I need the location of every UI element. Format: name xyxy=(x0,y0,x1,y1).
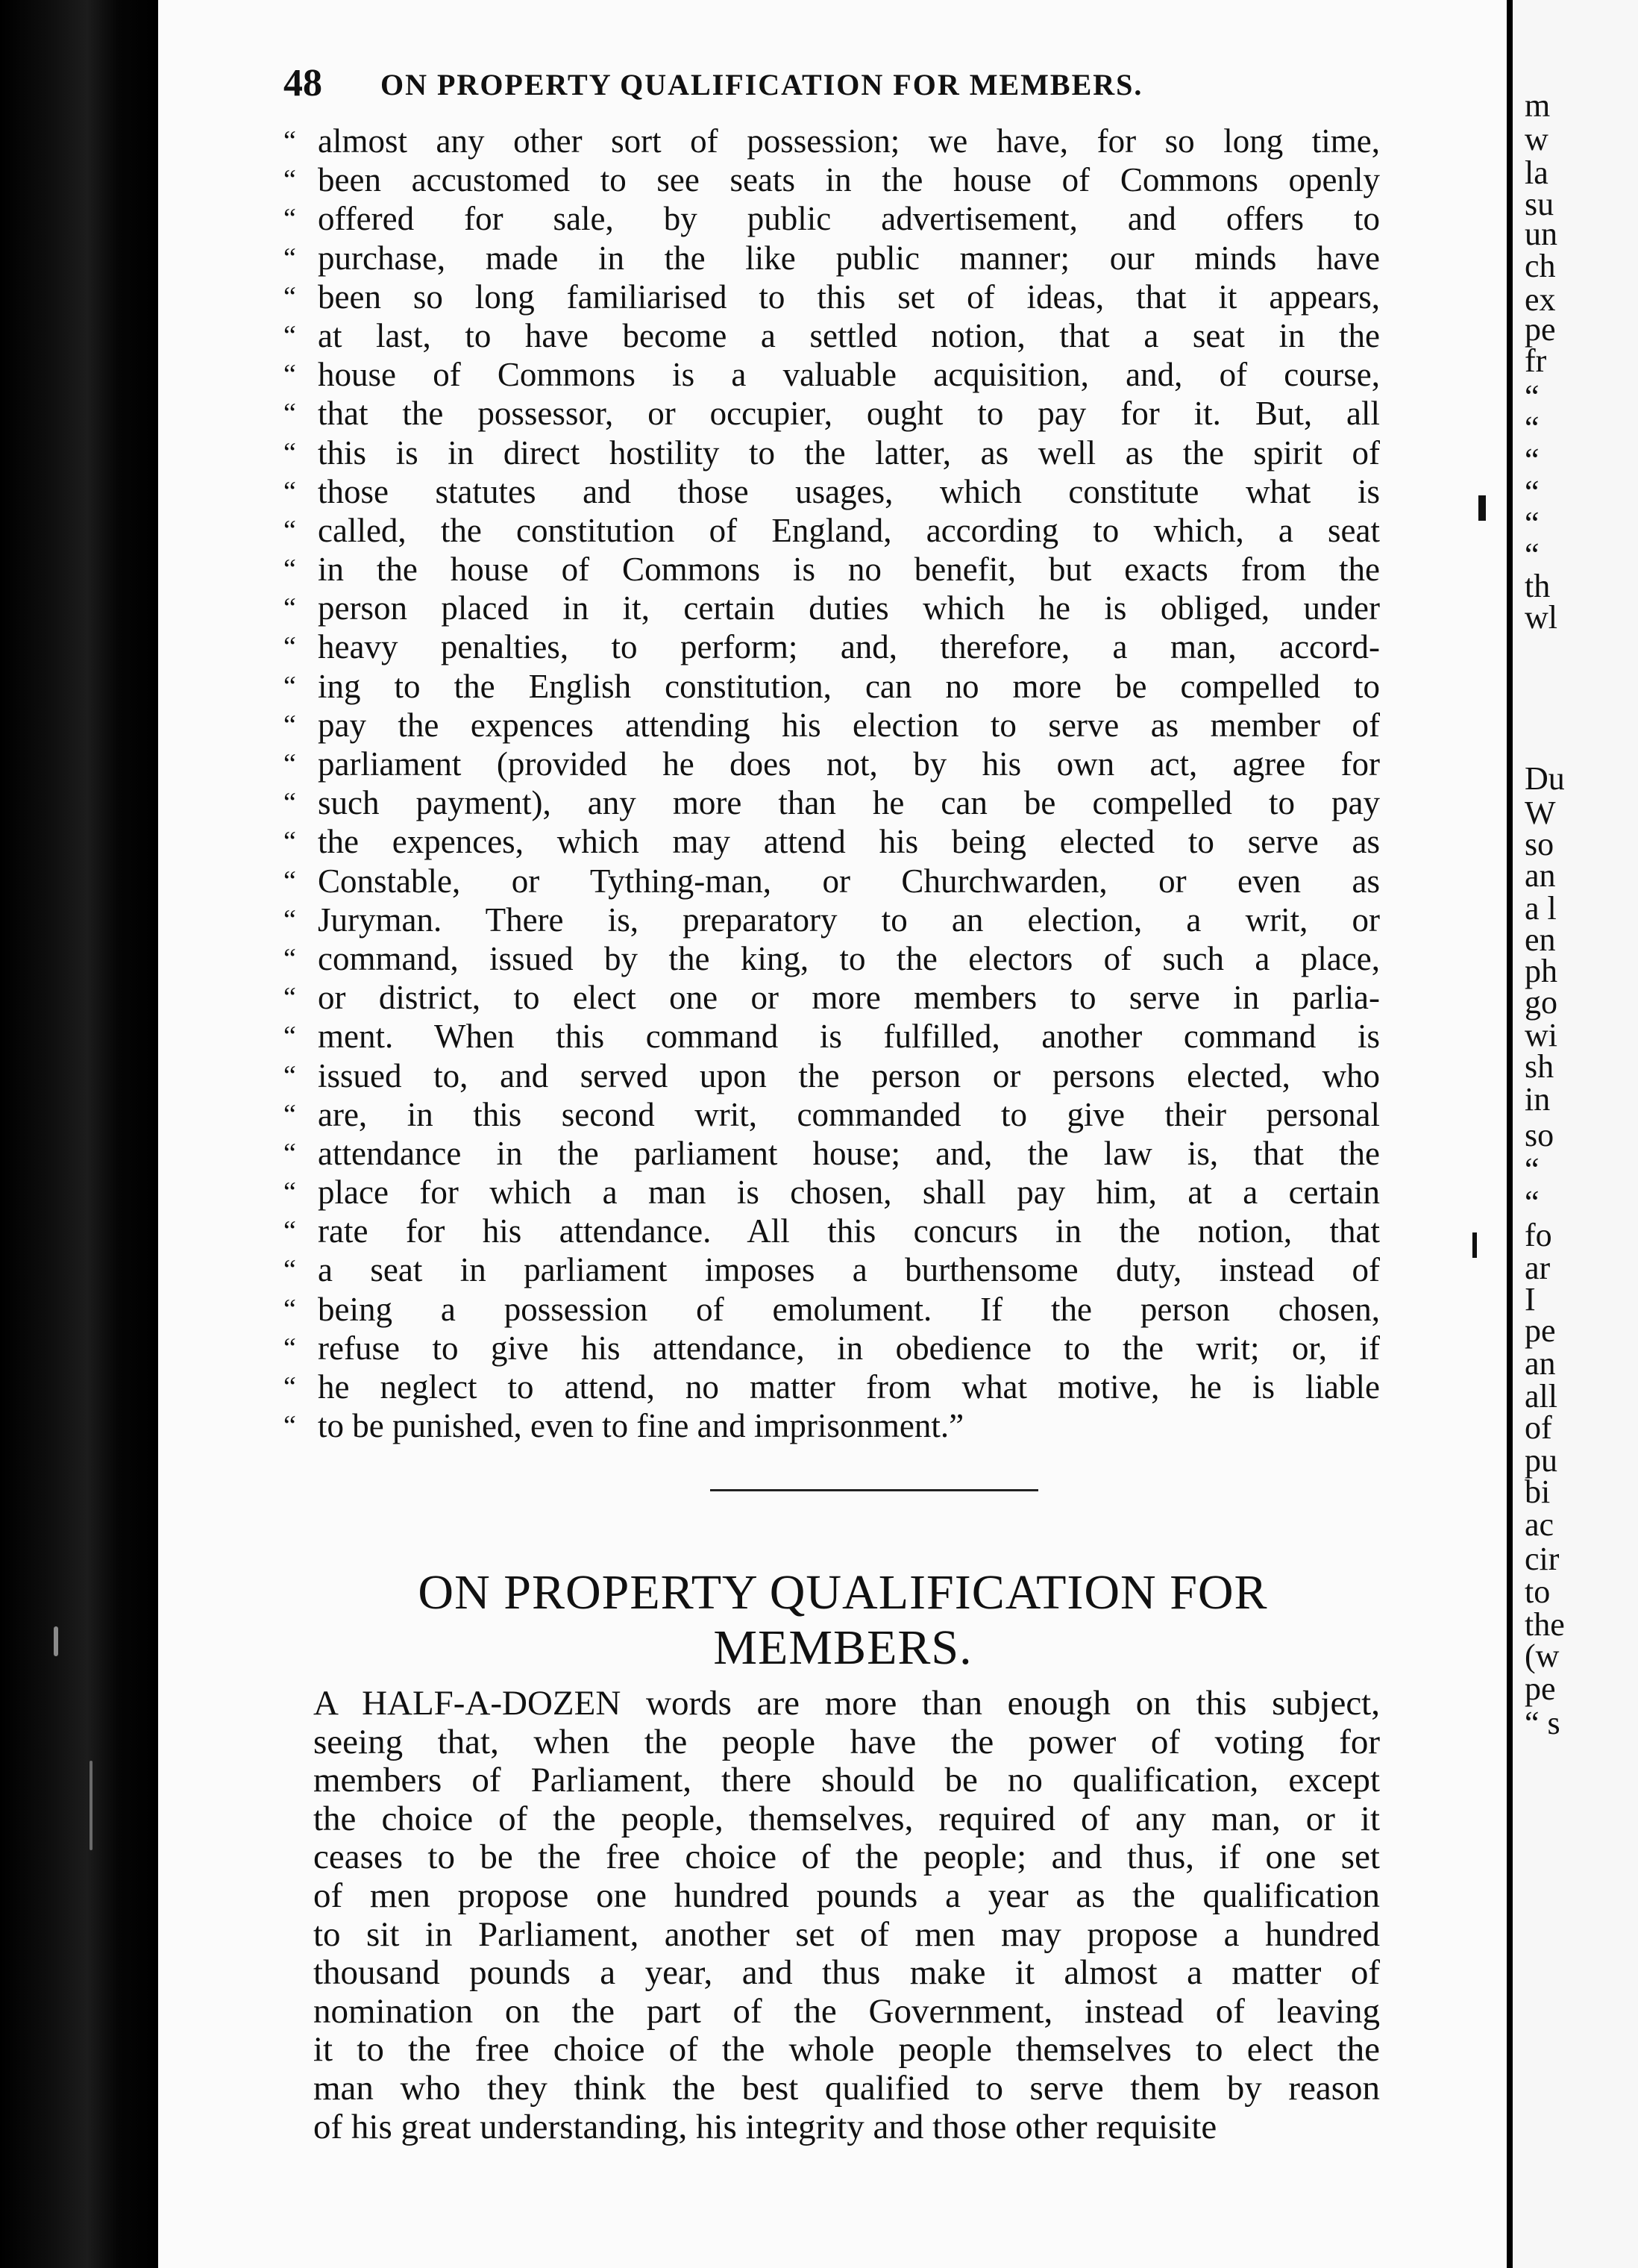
quoted-passage xyxy=(283,122,1380,1445)
quote-line-text: called, the constitution of England, according to which, a seat xyxy=(318,511,1380,549)
quote-line-text: ing to the English constitution, can no more be compelled to xyxy=(318,667,1380,705)
quote-line-text: place for which a man is chosen, shall pay him, at a certain xyxy=(318,1174,1380,1212)
quote-line xyxy=(283,1406,1380,1445)
facing-page-fragment: un xyxy=(1525,216,1557,252)
quote-line-text: that the possessor, or occupier, ought to pay for it. But, all xyxy=(318,395,1380,433)
facing-page-fragment: ar xyxy=(1525,1250,1551,1286)
facing-page-fragment: fo xyxy=(1525,1217,1552,1253)
quotation-mark: “ xyxy=(283,748,296,780)
quote-line xyxy=(283,900,1380,939)
facing-page-fragment: go xyxy=(1525,984,1557,1021)
facing-page-fragment: “ xyxy=(1525,410,1540,446)
facing-page-fragment: so xyxy=(1525,1117,1554,1153)
quotation-mark: “ xyxy=(283,1098,296,1130)
quote-line-text: house of Commons is a valuable acquisition, and, of course, xyxy=(318,356,1380,394)
facing-page-fragment: ex xyxy=(1525,281,1556,318)
facing-page-fragment: cir xyxy=(1525,1541,1560,1577)
quote-line-text: Juryman. There is, preparatory to an election, a writ, or xyxy=(318,900,1380,939)
quotation-mark: “ xyxy=(283,203,296,235)
quote-line-text: person placed in it, certain duties which he is obliged, under xyxy=(318,589,1380,627)
facing-page-fragment: ac xyxy=(1525,1506,1554,1543)
quote-line-text: offered for sale, by public advertisement, and offers to xyxy=(318,200,1380,238)
running-title: ON PROPERTY QUALIFICATION FOR MEMBERS. xyxy=(380,68,1143,101)
quote-line xyxy=(283,1368,1380,1406)
edge-mark xyxy=(54,1626,58,1656)
facing-page-fragment: wl xyxy=(1525,599,1557,636)
body-text xyxy=(313,1685,1380,2146)
quote-line-text: such payment), any more than he can be compelled to pay xyxy=(318,784,1380,822)
quote-line-text: Constable, or Tything-man, or Churchwarden, or even as xyxy=(318,862,1380,900)
quote-line xyxy=(283,706,1380,745)
quotation-mark: “ xyxy=(283,125,296,157)
quotation-mark: “ xyxy=(283,670,296,702)
facing-page-fragment: w xyxy=(1525,121,1548,157)
body-line: thousand pounds a year, and thus make it almost a matter of xyxy=(313,1953,1380,1993)
quotation-mark: “ xyxy=(283,631,296,663)
quote-line-text: are, in this second writ, commanded to give their personal xyxy=(318,1095,1380,1133)
facing-page-fragment: the xyxy=(1525,1606,1565,1643)
page-number: 48 xyxy=(283,62,322,104)
facing-page-fragment: fr xyxy=(1525,342,1547,379)
body-line: members of Parliament, there should be no qualification, except xyxy=(313,1761,1380,1800)
quote-line-text: or district, to elect one or more members to serve in parlia- xyxy=(318,979,1380,1017)
facing-page-fragment: “ xyxy=(1525,1151,1540,1188)
facing-page-fragment: in xyxy=(1525,1081,1551,1118)
quote-line-text: those statutes and those usages, which constitute what is xyxy=(318,472,1380,510)
quotation-mark: “ xyxy=(283,359,296,391)
facing-page-fragment: “ xyxy=(1525,536,1540,573)
quote-line-text: ment. When this command is fulfilled, another command is xyxy=(318,1018,1380,1056)
quote-line xyxy=(283,1212,1380,1250)
facing-page-fragment: “ xyxy=(1525,378,1540,415)
body-line: of men propose one hundred pounds a year as the qualification xyxy=(313,1876,1380,1915)
quote-line xyxy=(283,433,1380,472)
quotation-mark: “ xyxy=(283,592,296,624)
quote-line-text: at last, to have become a settled notion, that a seat in the xyxy=(318,316,1380,354)
facing-page-fragment: “ xyxy=(1525,442,1540,478)
facing-page-fragment: wi xyxy=(1525,1017,1557,1053)
quote-line xyxy=(283,667,1380,706)
facing-page-fragment: an xyxy=(1525,857,1556,894)
page-gutter xyxy=(1507,0,1513,2268)
quote-line xyxy=(283,1173,1380,1212)
quote-line xyxy=(283,472,1380,511)
margin-mark xyxy=(1478,495,1486,521)
quotation-mark: “ xyxy=(283,398,296,430)
quotation-mark: “ xyxy=(283,475,296,507)
quote-line xyxy=(283,862,1380,900)
margin-mark xyxy=(1472,1232,1477,1258)
quotation-mark: “ xyxy=(283,554,296,586)
quote-line-text: refuse to give his attendance, in obedience to the writ; or, if xyxy=(318,1329,1380,1367)
quotation-mark: “ xyxy=(283,709,296,741)
quote-line-text: rate for his attendance. All this concurs in the notion, that xyxy=(318,1212,1380,1250)
facing-page-fragment: “ xyxy=(1525,474,1540,510)
body-line: of his great understanding, his integrity and those other requisite xyxy=(313,2107,1217,2146)
quote-line-text: almost any other sort of possession; we have, for so long time, xyxy=(318,122,1380,160)
facing-page-fragment: su xyxy=(1525,186,1554,222)
quote-line-text: a seat in parliament imposes a burthensome duty, instead of xyxy=(318,1251,1380,1289)
facing-page-fragment: pe xyxy=(1525,1312,1556,1349)
body-line: seeing that, when the people have the power of voting for xyxy=(313,1722,1380,1761)
section-heading xyxy=(313,1565,1372,1676)
facing-page-fragment: sh xyxy=(1525,1048,1554,1085)
facing-page-fragment: a l xyxy=(1525,890,1557,927)
facing-page-fragment: th xyxy=(1525,568,1551,604)
body-line: ceases to be the free choice of the people; and thus, if one set xyxy=(313,1838,1380,1877)
facing-page-fragment: “ s xyxy=(1525,1705,1560,1741)
section-heading-line: ON PROPERTY QUALIFICATION FOR xyxy=(418,1565,1268,1620)
body-line: man who they think the best qualified to serve them by reason xyxy=(313,2068,1380,2108)
quote-line xyxy=(283,278,1380,316)
quotation-mark: “ xyxy=(283,514,296,546)
quotation-mark: “ xyxy=(283,1059,296,1091)
quote-line xyxy=(283,316,1380,355)
quotation-mark: “ xyxy=(283,1410,296,1442)
quote-line-text: being a possession of emolument. If the person chosen, xyxy=(318,1290,1380,1328)
quotation-mark: “ xyxy=(283,903,296,936)
quotation-mark: “ xyxy=(283,281,296,313)
quote-line-text: been so long familiarised to this set of ideas, that it appears, xyxy=(318,278,1380,316)
section-divider-rule xyxy=(710,1489,1038,1491)
quotation-mark: “ xyxy=(283,1021,296,1053)
quote-line xyxy=(283,978,1380,1017)
book-spine-edge xyxy=(0,0,158,2268)
quote-line xyxy=(283,1017,1380,1056)
quotation-mark: “ xyxy=(283,787,296,819)
quotation-mark: “ xyxy=(283,865,296,897)
facing-page-fragment: W xyxy=(1525,795,1556,831)
facing-page-fragment: pe xyxy=(1525,311,1556,348)
quote-line xyxy=(283,239,1380,278)
facing-page-fragment: pu xyxy=(1525,1442,1557,1479)
quotation-mark: “ xyxy=(283,1137,296,1169)
facing-page-fragment: (w xyxy=(1525,1638,1560,1674)
facing-page-fragment: pe xyxy=(1525,1670,1556,1707)
facing-page-fragment: I xyxy=(1525,1281,1536,1318)
quote-line xyxy=(283,627,1380,666)
quote-line xyxy=(283,160,1380,199)
quotation-mark: “ xyxy=(283,826,296,858)
quotation-mark: “ xyxy=(283,982,296,1014)
quote-line-text: issued to, and served upon the person or persons elected, who xyxy=(318,1056,1380,1094)
quote-line-text: pay the expences attending his election to serve as member of xyxy=(318,706,1380,744)
quote-line xyxy=(283,1056,1380,1095)
quote-line-text: attendance in the parliament house; and, the law is, that the xyxy=(318,1134,1380,1172)
facing-page-fragment: to xyxy=(1525,1573,1551,1610)
body-line: to sit in Parliament, another set of men may propose a hundred xyxy=(313,1914,1380,1954)
quote-line-text: heavy penalties, to perform; and, therefore, a man, accord- xyxy=(318,628,1380,666)
quotation-mark: “ xyxy=(283,164,296,196)
quotation-mark: “ xyxy=(283,319,296,351)
quotation-mark: “ xyxy=(283,1215,296,1247)
quotation-mark: “ xyxy=(283,1254,296,1286)
quote-line xyxy=(283,1329,1380,1368)
facing-page-fragment: en xyxy=(1525,921,1556,958)
quote-line xyxy=(283,939,1380,978)
quotation-mark: “ xyxy=(283,1332,296,1364)
quote-line-text: to be punished, even to fine and imprisonment.” xyxy=(318,1407,964,1445)
quotation-mark: “ xyxy=(283,242,296,274)
quote-line xyxy=(283,822,1380,861)
quote-line xyxy=(283,1134,1380,1173)
quote-line xyxy=(283,1250,1380,1289)
section-heading-line: MEMBERS. xyxy=(713,1620,973,1675)
quotation-mark: “ xyxy=(283,1293,296,1325)
facing-page-fragment: of xyxy=(1525,1409,1552,1446)
quote-line xyxy=(283,122,1380,160)
quote-line xyxy=(283,745,1380,783)
facing-page-fragment: so xyxy=(1525,826,1554,862)
facing-page-edge xyxy=(1513,0,1638,2268)
quote-line xyxy=(283,199,1380,238)
quote-line xyxy=(283,511,1380,550)
quote-line xyxy=(283,589,1380,627)
running-header xyxy=(283,61,1387,106)
quote-line-text: this is in direct hostility to the latter, as well as the spirit of xyxy=(318,433,1380,472)
facing-page-fragment: la xyxy=(1525,154,1548,191)
body-line: nomination on the part of the Government, instead of leaving xyxy=(313,1991,1380,2031)
edge-mark xyxy=(90,1761,92,1850)
quote-line-text: in the house of Commons is no benefit, but exacts from the xyxy=(318,551,1380,589)
quote-line xyxy=(283,355,1380,394)
quote-line-text: parliament (provided he does not, by his own act, agree for xyxy=(318,745,1380,783)
facing-page-fragment: ch xyxy=(1525,248,1556,284)
quotation-mark: “ xyxy=(283,1177,296,1209)
body-line: A HALF-A-DOZEN words are more than enough on this subject, xyxy=(313,1684,1380,1723)
quote-line xyxy=(283,394,1380,433)
quote-line-text: command, issued by the king, to the electors of such a place, xyxy=(318,939,1380,977)
quotation-mark: “ xyxy=(283,1371,296,1403)
facing-page-fragment: “ xyxy=(1525,1184,1540,1221)
facing-page-fragment: “ xyxy=(1525,505,1540,542)
facing-page-fragment: bi xyxy=(1525,1473,1551,1510)
quote-line xyxy=(283,1290,1380,1329)
quotation-mark: “ xyxy=(283,436,296,469)
facing-page-fragment: an xyxy=(1525,1345,1556,1382)
facing-page-fragment: Du xyxy=(1525,760,1565,797)
quote-line-text: he neglect to attend, no matter from what motive, he is liable xyxy=(318,1368,1380,1406)
quote-line xyxy=(283,783,1380,822)
quotation-mark: “ xyxy=(283,942,296,974)
quote-line xyxy=(283,550,1380,589)
quote-line xyxy=(283,1095,1380,1134)
body-line: the choice of the people, themselves, required of any man, or it xyxy=(313,1799,1380,1838)
quote-line-text: the expences, which may attend his being elected to serve as xyxy=(318,823,1380,861)
body-line: it to the free choice of the whole people themselves to elect the xyxy=(313,2030,1380,2070)
quote-line-text: been accustomed to see seats in the house of Commons openly xyxy=(318,161,1380,199)
facing-page-fragment: m xyxy=(1525,87,1551,124)
facing-page-fragment: all xyxy=(1525,1378,1557,1415)
facing-page-fragment: ph xyxy=(1525,953,1557,989)
quote-line-text: purchase, made in the like public manner; our minds have xyxy=(318,239,1380,277)
